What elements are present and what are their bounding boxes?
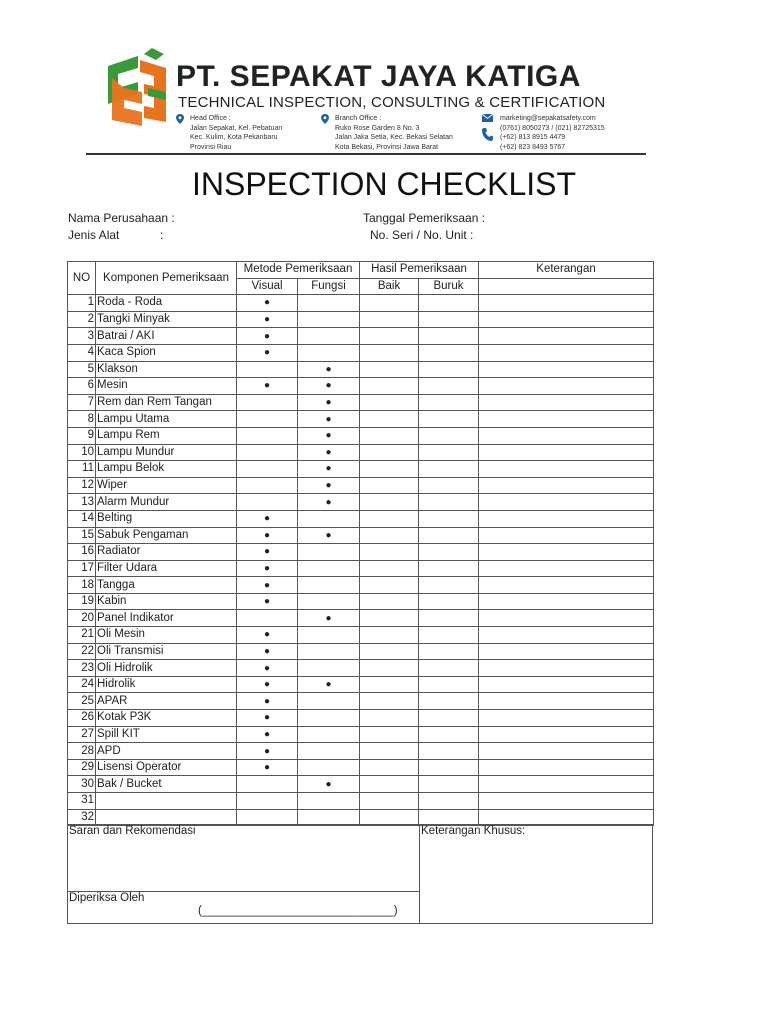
function-check-cell[interactable]: ● <box>298 776 360 793</box>
remarks-cell[interactable] <box>479 627 654 644</box>
bad-result-cell[interactable] <box>419 477 479 494</box>
visual-check-cell[interactable]: ● <box>237 378 298 395</box>
visual-check-cell[interactable] <box>237 477 298 494</box>
visual-check-cell[interactable]: ● <box>237 710 298 727</box>
table-row <box>68 544 654 561</box>
visual-check-cell[interactable]: ● <box>237 726 298 743</box>
component-name: Mesin <box>96 378 237 395</box>
bad-result-cell[interactable] <box>419 411 479 428</box>
visual-check-cell[interactable]: ● <box>237 660 298 677</box>
function-check-cell[interactable]: ● <box>298 361 360 378</box>
table-row <box>68 593 654 610</box>
remarks-cell[interactable] <box>479 577 654 594</box>
component-name: Tangki Minyak <box>96 311 237 328</box>
good-result-cell[interactable] <box>360 693 419 710</box>
bad-result-cell[interactable] <box>419 510 479 527</box>
remarks-cell[interactable] <box>479 776 654 793</box>
good-result-cell[interactable] <box>360 328 419 345</box>
visual-check-cell[interactable]: ● <box>237 560 298 577</box>
remarks-cell[interactable] <box>479 444 654 461</box>
component-name: Filter Udara <box>96 560 237 577</box>
remarks-cell[interactable] <box>479 560 654 577</box>
contact-info <box>500 114 605 152</box>
row-number: 11 <box>68 461 96 478</box>
component-name: Panel Indikator <box>96 610 237 627</box>
good-result-cell[interactable] <box>360 610 419 627</box>
component-name <box>96 793 237 810</box>
table-row <box>68 328 654 345</box>
function-check-cell[interactable] <box>298 560 360 577</box>
visual-check-cell[interactable]: ● <box>237 643 298 660</box>
remarks-cell[interactable] <box>479 477 654 494</box>
component-name: Lampu Rem <box>96 427 237 444</box>
phone-icon <box>482 128 493 141</box>
head-office-label: Head Office : <box>190 115 231 122</box>
remarks-cell[interactable] <box>479 693 654 710</box>
component-name: Lampu Belok <box>96 461 237 478</box>
function-check-cell[interactable] <box>298 328 360 345</box>
recommendations-label: Saran dan Rekomendasi <box>69 825 196 837</box>
row-number: 6 <box>68 378 96 395</box>
function-check-cell[interactable] <box>298 660 360 677</box>
visual-check-cell[interactable] <box>237 610 298 627</box>
remarks-cell[interactable] <box>479 361 654 378</box>
row-number: 23 <box>68 660 96 677</box>
table-row <box>68 411 654 428</box>
function-check-cell[interactable]: ● <box>298 394 360 411</box>
header-good: Baik <box>360 278 419 295</box>
tool-type-colon: : <box>160 228 164 242</box>
visual-check-cell[interactable] <box>237 793 298 810</box>
function-check-cell[interactable] <box>298 743 360 760</box>
good-result-cell[interactable] <box>360 793 419 810</box>
table-row <box>68 311 654 328</box>
function-check-cell[interactable] <box>298 510 360 527</box>
row-number: 31 <box>68 793 96 810</box>
component-name: Hidrolik <box>96 676 237 693</box>
branch-office-line: Jalan Jaka Setia, Kec. Bekasi Selatan <box>335 134 453 141</box>
function-check-cell[interactable]: ● <box>298 610 360 627</box>
visual-check-cell[interactable]: ● <box>237 743 298 760</box>
function-check-cell[interactable] <box>298 577 360 594</box>
table-row <box>68 527 654 544</box>
component-name: APD <box>96 743 237 760</box>
row-number: 17 <box>68 560 96 577</box>
header-bad: Buruk <box>419 278 479 295</box>
visual-check-cell[interactable]: ● <box>237 328 298 345</box>
table-row <box>68 610 654 627</box>
footer-box <box>67 824 653 924</box>
row-number: 1 <box>68 295 96 312</box>
component-name: Tangga <box>96 577 237 594</box>
row-number: 28 <box>68 743 96 760</box>
remarks-cell[interactable] <box>479 510 654 527</box>
function-check-cell[interactable] <box>298 759 360 776</box>
bad-result-cell[interactable] <box>419 494 479 511</box>
visual-check-cell[interactable] <box>237 494 298 511</box>
good-result-cell[interactable] <box>360 344 419 361</box>
remarks-cell[interactable] <box>479 793 654 810</box>
row-number: 15 <box>68 527 96 544</box>
bad-result-cell[interactable] <box>419 344 479 361</box>
good-result-cell[interactable] <box>360 577 419 594</box>
visual-check-cell[interactable]: ● <box>237 577 298 594</box>
location-pin-icon <box>321 114 329 124</box>
phone-number: (+62) 823 8493 5767 <box>500 143 566 151</box>
remarks-cell[interactable] <box>479 710 654 727</box>
recommendations-section <box>68 825 420 923</box>
header-method: Metode Pemeriksaan <box>237 262 360 279</box>
phone-number: (0761) 8050273 / (021) 82725315 <box>500 124 605 132</box>
row-number: 13 <box>68 494 96 511</box>
component-name: Belting <box>96 510 237 527</box>
component-name: Lisensi Operator <box>96 759 237 776</box>
good-result-cell[interactable] <box>360 427 419 444</box>
tool-type-label: Jenis Alat <box>68 228 120 242</box>
function-check-cell[interactable] <box>298 344 360 361</box>
bad-result-cell[interactable] <box>419 427 479 444</box>
table-row <box>68 743 654 760</box>
visual-check-cell[interactable]: ● <box>237 344 298 361</box>
inspection-table <box>67 261 654 826</box>
good-result-cell[interactable] <box>360 444 419 461</box>
good-result-cell[interactable] <box>360 394 419 411</box>
function-check-cell[interactable]: ● <box>298 527 360 544</box>
function-check-cell[interactable]: ● <box>298 444 360 461</box>
header-result: Hasil Pemeriksaan <box>360 262 479 279</box>
visual-check-cell[interactable] <box>237 411 298 428</box>
function-check-cell[interactable]: ● <box>298 461 360 478</box>
good-result-cell[interactable] <box>360 726 419 743</box>
function-check-cell[interactable] <box>298 643 360 660</box>
remarks-cell[interactable] <box>479 378 654 395</box>
email-icon <box>482 114 493 122</box>
component-name: Roda - Roda <box>96 295 237 312</box>
branch-office-line: Ruko Rose Garden 8 No. 3 <box>335 124 420 132</box>
component-name: Bak / Bucket <box>96 776 237 793</box>
function-check-cell[interactable]: ● <box>298 378 360 395</box>
good-result-cell[interactable] <box>360 378 419 395</box>
good-result-cell[interactable] <box>360 510 419 527</box>
function-check-cell[interactable]: ● <box>298 494 360 511</box>
header-remarks-blank <box>479 278 654 295</box>
table-row <box>68 560 654 577</box>
remarks-cell[interactable] <box>479 427 654 444</box>
good-result-cell[interactable] <box>360 527 419 544</box>
component-name: APAR <box>96 693 237 710</box>
remarks-cell[interactable] <box>479 527 654 544</box>
function-check-cell[interactable] <box>298 295 360 312</box>
good-result-cell[interactable] <box>360 411 419 428</box>
table-row <box>68 461 654 478</box>
component-name: Lampu Mundur <box>96 444 237 461</box>
visual-check-cell[interactable]: ● <box>237 759 298 776</box>
bad-result-cell[interactable] <box>419 776 479 793</box>
remarks-cell[interactable] <box>479 461 654 478</box>
visual-check-cell[interactable]: ● <box>237 527 298 544</box>
component-name: Alarm Mundur <box>96 494 237 511</box>
bad-result-cell[interactable] <box>419 759 479 776</box>
remarks-cell[interactable] <box>479 344 654 361</box>
head-office-line: Provinsi Riau <box>190 143 232 151</box>
row-number: 5 <box>68 361 96 378</box>
table-row <box>68 510 654 527</box>
table-row <box>68 361 654 378</box>
visual-check-cell[interactable] <box>237 427 298 444</box>
function-check-cell[interactable]: ● <box>298 477 360 494</box>
header-visual: Visual <box>237 278 298 295</box>
function-check-cell[interactable]: ● <box>298 427 360 444</box>
head-office-address <box>190 114 282 152</box>
component-name: Kaca Spion <box>96 344 237 361</box>
visual-check-cell[interactable] <box>237 461 298 478</box>
bad-result-cell[interactable] <box>419 378 479 395</box>
row-number: 14 <box>68 510 96 527</box>
row-number: 9 <box>68 427 96 444</box>
component-name: Kotak P3K <box>96 710 237 727</box>
table-row <box>68 577 654 594</box>
remarks-cell[interactable] <box>479 643 654 660</box>
row-number: 8 <box>68 411 96 428</box>
row-number: 16 <box>68 544 96 561</box>
component-name: Lampu Utama <box>96 411 237 428</box>
row-number: 25 <box>68 693 96 710</box>
good-result-cell[interactable] <box>360 361 419 378</box>
function-check-cell[interactable] <box>298 544 360 561</box>
visual-check-cell[interactable]: ● <box>237 693 298 710</box>
visual-check-cell[interactable]: ● <box>237 676 298 693</box>
good-result-cell[interactable] <box>360 627 419 644</box>
component-name: Batrai / AKI <box>96 328 237 345</box>
visual-check-cell[interactable] <box>237 394 298 411</box>
component-name: Rem dan Rem Tangan <box>96 394 237 411</box>
location-pin-icon <box>176 114 184 124</box>
good-result-cell[interactable] <box>360 295 419 312</box>
row-number: 26 <box>68 710 96 727</box>
table-row <box>68 776 654 793</box>
bad-result-cell[interactable] <box>419 726 479 743</box>
bad-result-cell[interactable] <box>419 743 479 760</box>
good-result-cell[interactable] <box>360 560 419 577</box>
good-result-cell[interactable] <box>360 759 419 776</box>
good-result-cell[interactable] <box>360 311 419 328</box>
component-name: Oli Hidrolik <box>96 660 237 677</box>
bad-result-cell[interactable] <box>419 643 479 660</box>
component-name: Radiator <box>96 544 237 561</box>
table-row <box>68 494 654 511</box>
head-office-line: Kec. Kulim, Kota Pekanbaru <box>190 134 278 141</box>
table-row <box>68 627 654 644</box>
bad-result-cell[interactable] <box>419 793 479 810</box>
visual-check-cell[interactable]: ● <box>237 295 298 312</box>
bad-result-cell[interactable] <box>419 560 479 577</box>
bad-result-cell[interactable] <box>419 461 479 478</box>
row-number: 29 <box>68 759 96 776</box>
remarks-cell[interactable] <box>479 328 654 345</box>
good-result-cell[interactable] <box>360 494 419 511</box>
row-number: 32 <box>68 809 96 826</box>
bad-result-cell[interactable] <box>419 295 479 312</box>
component-name: Oli Mesin <box>96 627 237 644</box>
visual-check-cell[interactable] <box>237 361 298 378</box>
table-row <box>68 726 654 743</box>
bad-result-cell[interactable] <box>419 610 479 627</box>
visual-check-cell[interactable]: ● <box>237 510 298 527</box>
page-title: INSPECTION CHECKLIST <box>191 166 577 202</box>
row-number: 27 <box>68 726 96 743</box>
row-number: 18 <box>68 577 96 594</box>
good-result-cell[interactable] <box>360 776 419 793</box>
remarks-cell[interactable] <box>479 660 654 677</box>
row-number: 10 <box>68 444 96 461</box>
special-notes-label: Keterangan Khusus: <box>421 825 526 837</box>
function-check-cell[interactable] <box>298 627 360 644</box>
header-no: NO <box>68 262 96 295</box>
remarks-cell[interactable] <box>479 311 654 328</box>
bad-result-cell[interactable] <box>419 710 479 727</box>
table-row <box>68 394 654 411</box>
bad-result-cell[interactable] <box>419 311 479 328</box>
table-row <box>68 643 654 660</box>
row-number: 3 <box>68 328 96 345</box>
component-name: Kabin <box>96 593 237 610</box>
header-divider <box>86 153 646 155</box>
branch-office-line: Kota Bekasi, Provinsi Jawa Barat <box>335 143 439 151</box>
bad-result-cell[interactable] <box>419 527 479 544</box>
bad-result-cell[interactable] <box>419 693 479 710</box>
bad-result-cell[interactable] <box>419 361 479 378</box>
bad-result-cell[interactable] <box>419 394 479 411</box>
company-tagline: TECHNICAL INSPECTION, CONSULTING & CERTIFICATION <box>178 94 606 111</box>
remarks-cell[interactable] <box>479 494 654 511</box>
table-row <box>68 793 654 810</box>
row-number: 7 <box>68 394 96 411</box>
visual-check-cell[interactable] <box>237 444 298 461</box>
good-result-cell[interactable] <box>360 743 419 760</box>
bad-result-cell[interactable] <box>419 627 479 644</box>
good-result-cell[interactable] <box>360 643 419 660</box>
component-name: Oli Transmisi <box>96 643 237 660</box>
good-result-cell[interactable] <box>360 660 419 677</box>
table-row <box>68 759 654 776</box>
header-component: Komponen Pemeriksaan <box>96 262 237 295</box>
good-result-cell[interactable] <box>360 710 419 727</box>
remarks-cell[interactable] <box>479 295 654 312</box>
function-check-cell[interactable] <box>298 710 360 727</box>
row-number: 4 <box>68 344 96 361</box>
row-number: 12 <box>68 477 96 494</box>
component-name: Klakson <box>96 361 237 378</box>
table-row <box>68 427 654 444</box>
component-name: Wiper <box>96 477 237 494</box>
remarks-cell[interactable] <box>479 394 654 411</box>
visual-check-cell[interactable]: ● <box>237 627 298 644</box>
company-name: PT. SEPAKAT JAYA KATIGA <box>176 60 581 93</box>
bad-result-cell[interactable] <box>419 544 479 561</box>
table-row <box>68 693 654 710</box>
remarks-cell[interactable] <box>479 411 654 428</box>
bad-result-cell[interactable] <box>419 577 479 594</box>
good-result-cell[interactable] <box>360 461 419 478</box>
table-row <box>68 444 654 461</box>
row-number: 2 <box>68 311 96 328</box>
company-logo <box>104 48 170 126</box>
row-number: 20 <box>68 610 96 627</box>
bad-result-cell[interactable] <box>419 593 479 610</box>
function-check-cell[interactable] <box>298 726 360 743</box>
remarks-cell[interactable] <box>479 726 654 743</box>
good-result-cell[interactable] <box>360 593 419 610</box>
function-check-cell[interactable]: ● <box>298 676 360 693</box>
serial-number-label: No. Seri / No. Unit : <box>370 228 474 242</box>
table-row <box>68 477 654 494</box>
remarks-cell[interactable] <box>479 676 654 693</box>
head-office-line: Jalan Sepakat, Kel. Pebatuan <box>190 124 283 132</box>
signature-line: (______________________________) <box>198 905 398 917</box>
bad-result-cell[interactable] <box>419 660 479 677</box>
header-remarks: Keterangan <box>479 262 654 279</box>
branch-office-address <box>335 114 453 152</box>
function-check-cell[interactable] <box>298 593 360 610</box>
table-row <box>68 676 654 693</box>
visual-check-cell[interactable]: ● <box>237 593 298 610</box>
bad-result-cell[interactable] <box>419 328 479 345</box>
function-check-cell[interactable] <box>298 311 360 328</box>
remarks-cell[interactable] <box>479 544 654 561</box>
visual-check-cell[interactable]: ● <box>237 544 298 561</box>
bad-result-cell[interactable] <box>419 444 479 461</box>
inspection-date-label: Tanggal Pemeriksaan : <box>363 211 486 225</box>
function-check-cell[interactable] <box>298 793 360 810</box>
row-number: 21 <box>68 627 96 644</box>
visual-check-cell[interactable] <box>237 776 298 793</box>
header-function: Fungsi <box>298 278 360 295</box>
remarks-cell[interactable] <box>479 610 654 627</box>
checklist-rows <box>68 295 654 826</box>
branch-office-label: Branch Office : <box>335 115 382 122</box>
good-result-cell[interactable] <box>360 477 419 494</box>
remarks-cell[interactable] <box>479 593 654 610</box>
component-name: Spill KIT <box>96 726 237 743</box>
letterhead <box>104 48 644 156</box>
row-number: 30 <box>68 776 96 793</box>
good-result-cell[interactable] <box>360 676 419 693</box>
function-check-cell[interactable] <box>298 693 360 710</box>
email-address: marketing@sepakatsafety.com <box>500 115 596 122</box>
component-name: Sabuk Pengaman <box>96 527 237 544</box>
function-check-cell[interactable]: ● <box>298 411 360 428</box>
remarks-cell[interactable] <box>479 759 654 776</box>
row-number: 19 <box>68 593 96 610</box>
table-row <box>68 710 654 727</box>
table-row <box>68 295 654 312</box>
checked-by-label: Diperiksa Oleh <box>69 892 145 904</box>
visual-check-cell[interactable]: ● <box>237 311 298 328</box>
table-row <box>68 378 654 395</box>
table-row <box>68 660 654 677</box>
row-number: 22 <box>68 643 96 660</box>
phone-number: (+62) 813 8915 4479 <box>500 134 566 141</box>
good-result-cell[interactable] <box>360 544 419 561</box>
company-name-label: Nama Perusahaan : <box>68 211 175 225</box>
row-number: 24 <box>68 676 96 693</box>
table-row <box>68 344 654 361</box>
remarks-cell[interactable] <box>479 743 654 760</box>
bad-result-cell[interactable] <box>419 676 479 693</box>
